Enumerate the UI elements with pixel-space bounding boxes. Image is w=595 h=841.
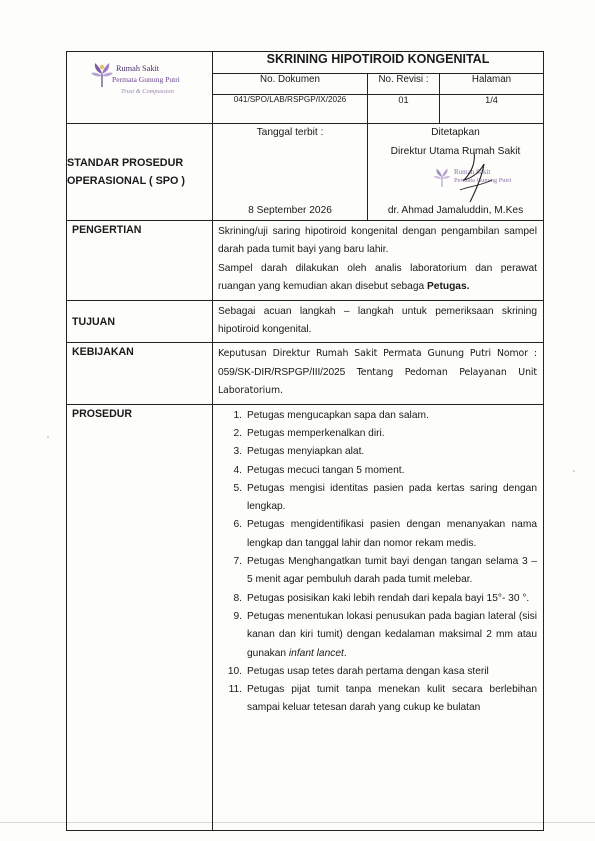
hospital-name-line1: Rumah Sakit <box>116 64 160 73</box>
issued-date-cell <box>213 124 368 221</box>
kebijakan-content <box>213 343 544 404</box>
step-text: Petugas mengucapkan sapa dan salam. <box>247 409 429 421</box>
pengertian-label: PENGERTIAN <box>67 221 213 301</box>
doc-number-value: 041/SPO/LAB/RSPGP/IX/2026 <box>213 95 368 124</box>
step-text-end: . <box>343 647 347 659</box>
hospital-name-line2: Permata Gunung Putri <box>112 75 180 84</box>
approver-title: Direktur Utama Rumah Sakit <box>390 146 521 157</box>
prosedur-step <box>218 608 537 663</box>
prosedur-step <box>218 590 537 608</box>
page-value: 1/4 <box>440 95 544 124</box>
prosedur-step <box>218 663 537 681</box>
page-label: Halaman <box>440 74 544 95</box>
kebijakan-text-c: Tentang Pedoman Pelayanan Unit Laboratorium. <box>218 366 537 397</box>
pengertian-content <box>213 221 544 301</box>
hospital-logo-cell <box>67 52 213 124</box>
prosedur-step <box>218 462 537 480</box>
step-number: 3. <box>233 446 242 458</box>
kebijakan-decree-number: 059/SK-DIR/RSPGP/III/2025 <box>218 366 346 378</box>
step-text: Petugas posisikan kaki lebih rendah dari kepala bayi 15°- 30 °. <box>247 592 530 604</box>
step-text: Petugas Menghangatkan tumit bayi dengan tangan selama 3 – 5 menit agar pembuluh darah pada tumit melebar. <box>247 556 537 586</box>
step-number: 5. <box>233 482 242 494</box>
prosedur-step <box>218 516 537 553</box>
kebijakan-label: KEBIJAKAN <box>67 343 213 404</box>
step-text: Petugas usap tetes darah pertama dengan kasa steril <box>247 665 489 677</box>
sop-label-line2: OPERASIONAL ( SPO ) <box>67 175 185 187</box>
prosedur-step <box>218 425 537 443</box>
step-text: Petugas pijat tumit tanpa menekan kulit secara berlebihan sampai keluar tetesan darah yang cukup ke bulatan <box>247 684 537 714</box>
issued-date-label: Tanggal terbit : <box>256 127 324 138</box>
pengertian-paragraph-1: Skrining/uji saring hipotiroid kongenital dengan pengambilan sampel darah pada tumit bayi yang baru lahir. <box>218 226 537 256</box>
prosedur-step <box>218 443 537 461</box>
step-number: 7. <box>233 556 242 568</box>
prosedur-content <box>213 404 544 830</box>
prosedur-step <box>218 681 537 718</box>
kebijakan-text-a: Keputusan Direktur Rumah Sakit Permata Gunung Putri Nomor : <box>218 348 537 360</box>
prosedur-step <box>218 480 537 517</box>
pengertian-paragraph-2-text: Sampel darah dilakukan oleh analis laboratorium dan perawat ruangan yang kemudian akan disebut sebaga <box>218 262 537 293</box>
stamp-line2: Permata Gunung Putri <box>454 177 512 184</box>
document-title: SKRINING HIPOTIROID KONGENITAL <box>213 52 544 74</box>
tujuan-label: TUJUAN <box>67 300 213 343</box>
step-number: 8. <box>233 592 242 604</box>
hospital-logo <box>81 58 201 118</box>
prosedur-step <box>218 407 537 425</box>
step-text: Petugas memperkenalkan diri. <box>247 427 385 439</box>
step-number: 4. <box>233 464 242 476</box>
tujuan-content: Sebagai acuan langkah – langkah untuk pemeriksaan skrining hipotiroid kongenital. <box>213 300 544 343</box>
step-text: Petugas menentukan lokasi penusukan pada bagian lateral (sisi kanan dan kiri tumit) dengan kedalaman maksimal 2 mm atau gunakan <box>247 610 537 659</box>
revision-label: No. Revisi : <box>368 74 440 95</box>
hospital-tagline: Trust & Compassion <box>121 88 174 95</box>
prosedur-step <box>218 553 537 590</box>
stamp-line1: Rumah Sakit <box>454 168 491 176</box>
step-number: 9. <box>233 610 242 622</box>
spo-document-table <box>66 51 544 831</box>
prosedur-steps-list <box>218 407 537 718</box>
issued-date-value: 8 September 2026 <box>248 205 332 216</box>
scan-speck <box>47 436 49 438</box>
revision-value: 01 <box>368 95 440 124</box>
approver-name: dr. Ahmad Jamaluddin, M.Kes <box>387 205 524 216</box>
pengertian-paragraph-2 <box>218 260 537 297</box>
approved-label: Ditetapkan <box>431 127 480 138</box>
doc-number-label: No. Dokumen <box>213 74 368 95</box>
prosedur-label: PROSEDUR <box>67 404 213 830</box>
petugas-term: Petugas. <box>427 281 470 293</box>
step-number: 2. <box>233 427 242 439</box>
sop-label <box>67 124 213 221</box>
step-text: Petugas mecuci tangan 5 moment. <box>247 464 405 476</box>
scan-speck <box>573 470 575 472</box>
signature-icon <box>446 150 506 210</box>
step-italic-term: infant lancet <box>288 647 344 659</box>
step-number: 6. <box>233 519 242 531</box>
sop-label-line1: STANDAR PROSEDUR <box>67 157 184 169</box>
approval-cell <box>368 124 544 221</box>
step-number: 1. <box>233 409 242 421</box>
step-number: 10. <box>227 665 242 677</box>
step-number: 11. <box>228 684 242 696</box>
step-text: Petugas menyiapkan alat. <box>247 446 365 458</box>
step-text: Petugas mengidentifikasi pasien dengan menanyakan nama lengkap dan tanggal lahir dan nomor rekam medis. <box>247 519 537 549</box>
step-text: Petugas mengisi identitas pasien pada kertas saring dengan lengkap. <box>247 482 537 513</box>
